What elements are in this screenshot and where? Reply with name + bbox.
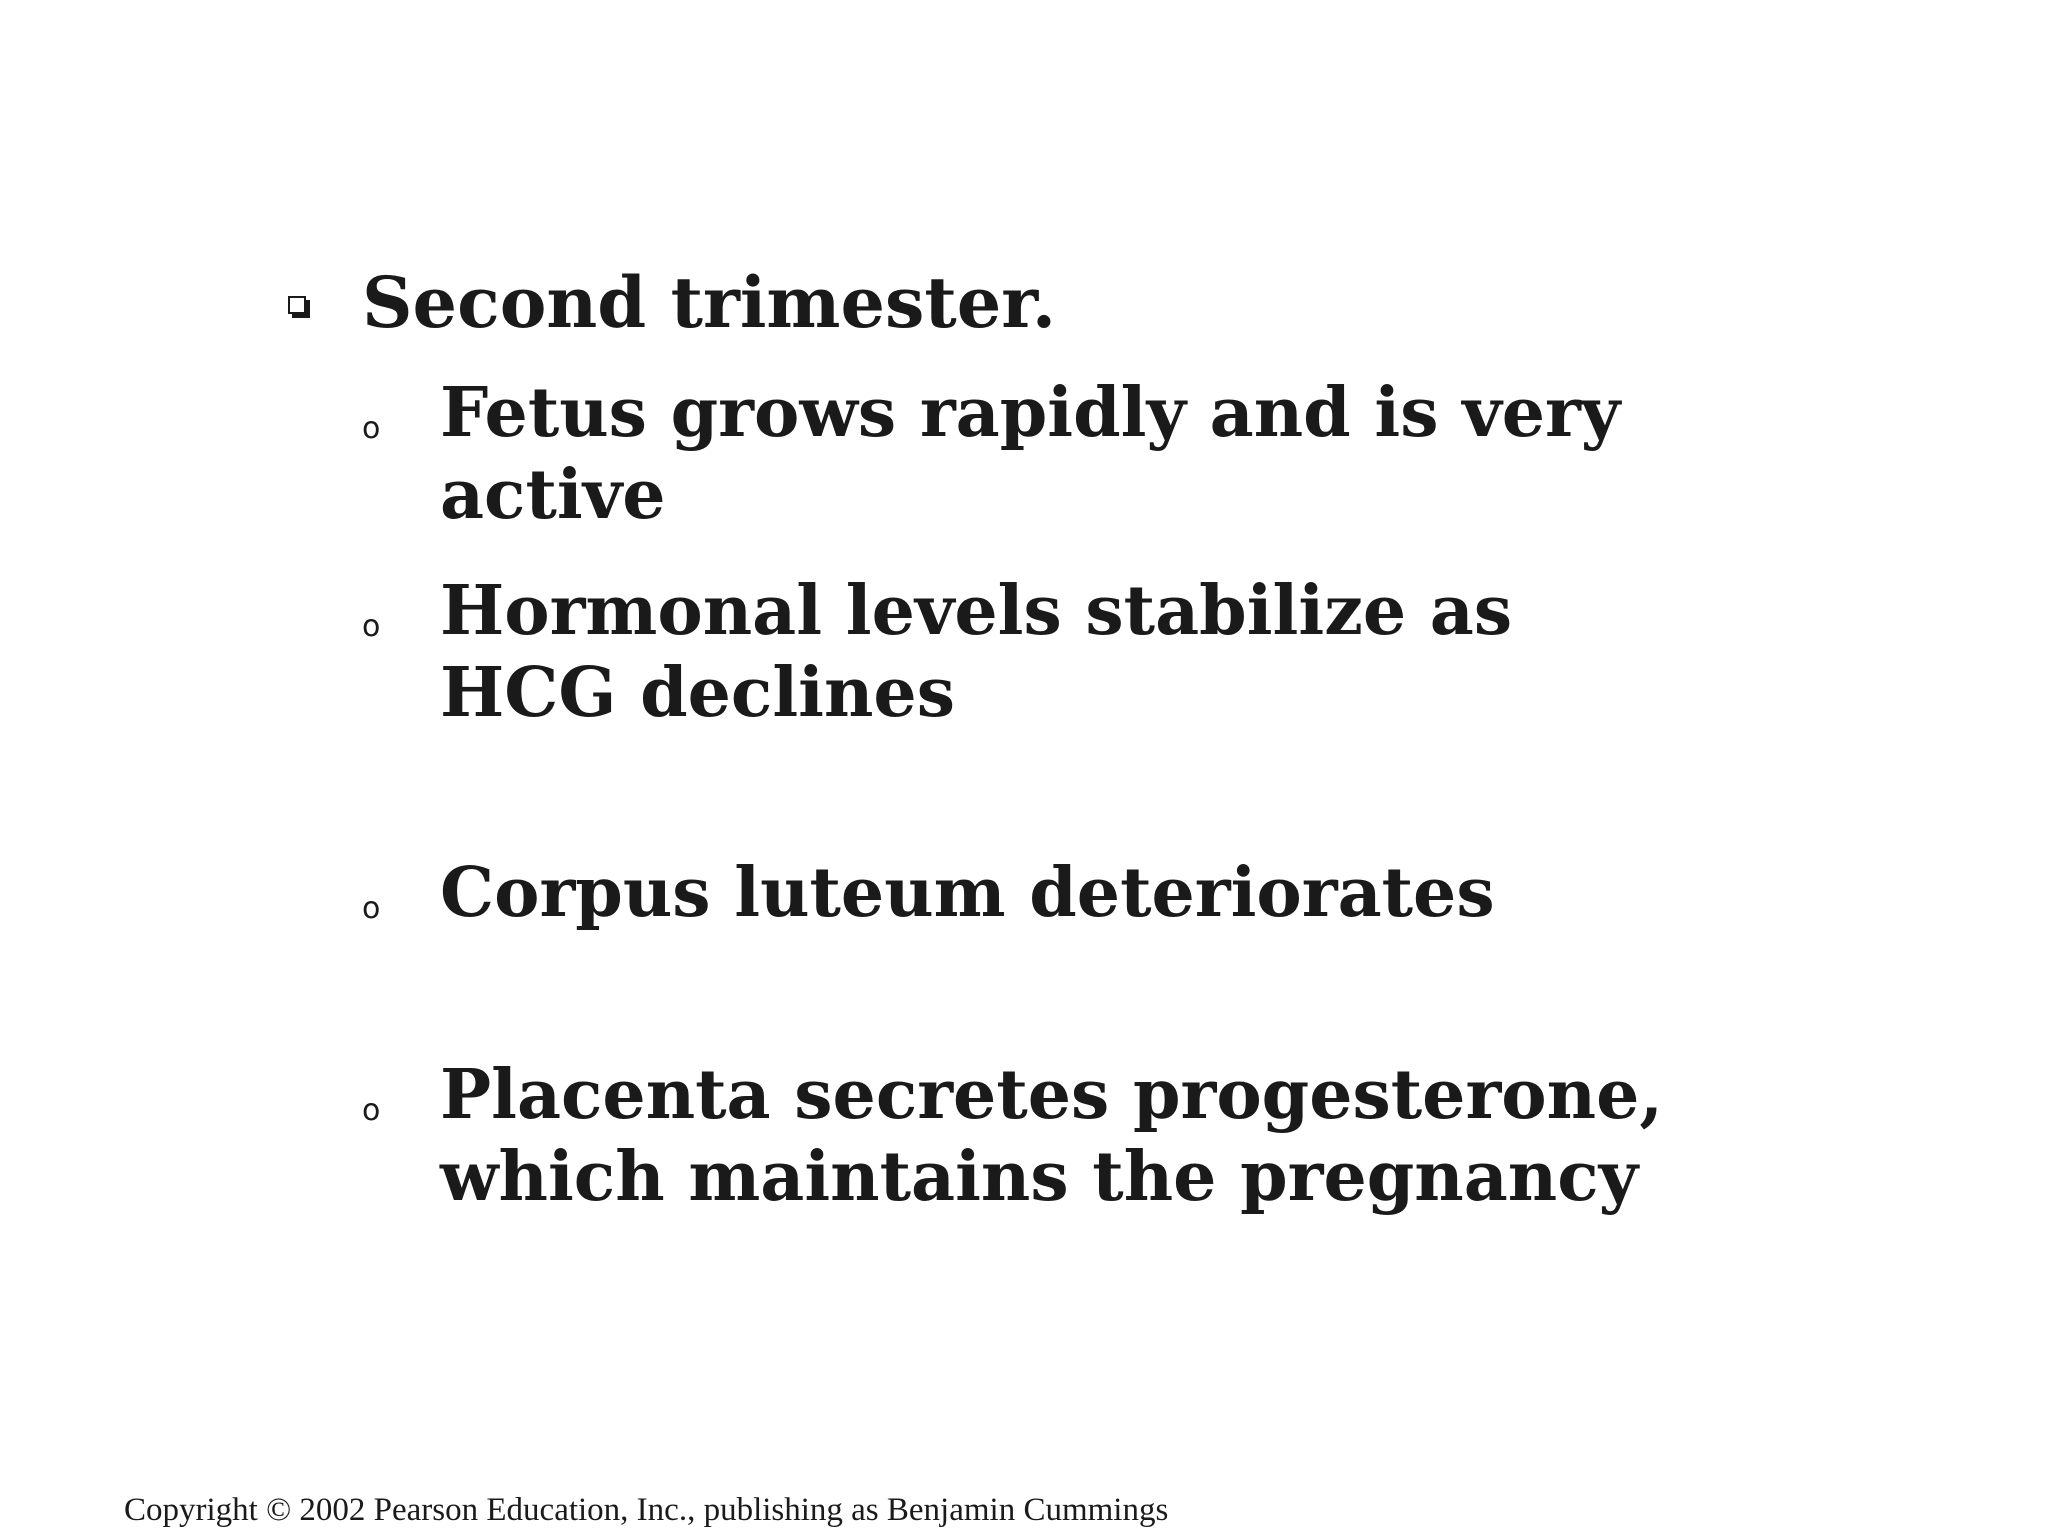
sub-bullet-text: Placenta secretes progesterone, which maintains the pregnancy <box>440 1055 1664 1217</box>
sub-bullet-item <box>362 372 1840 536</box>
circle-bullet-icon: o <box>362 411 381 446</box>
circle-bullet-icon: o <box>362 609 381 644</box>
copyright-notice: Copyright © 2002 Pearson Education, Inc., publishing as Benjamin Cummings <box>124 1492 1169 1528</box>
sub-bullet-text: Fetus grows rapidly and is very active <box>440 373 1621 535</box>
sub-bullet-item <box>362 1054 1860 1218</box>
square-bullet-icon <box>288 296 310 318</box>
sub-bullet-item <box>362 852 1840 934</box>
main-bullet <box>288 261 1057 344</box>
main-bullet-text: Second trimester. <box>362 261 1057 344</box>
circle-bullet-icon: o <box>362 891 381 926</box>
circle-bullet-icon: o <box>362 1093 381 1128</box>
sub-bullet-item <box>362 570 1680 734</box>
sub-bullet-text: Corpus luteum deteriorates <box>440 853 1495 933</box>
sub-bullet-text: Hormonal levels stabilize as HCG declines <box>440 571 1513 733</box>
